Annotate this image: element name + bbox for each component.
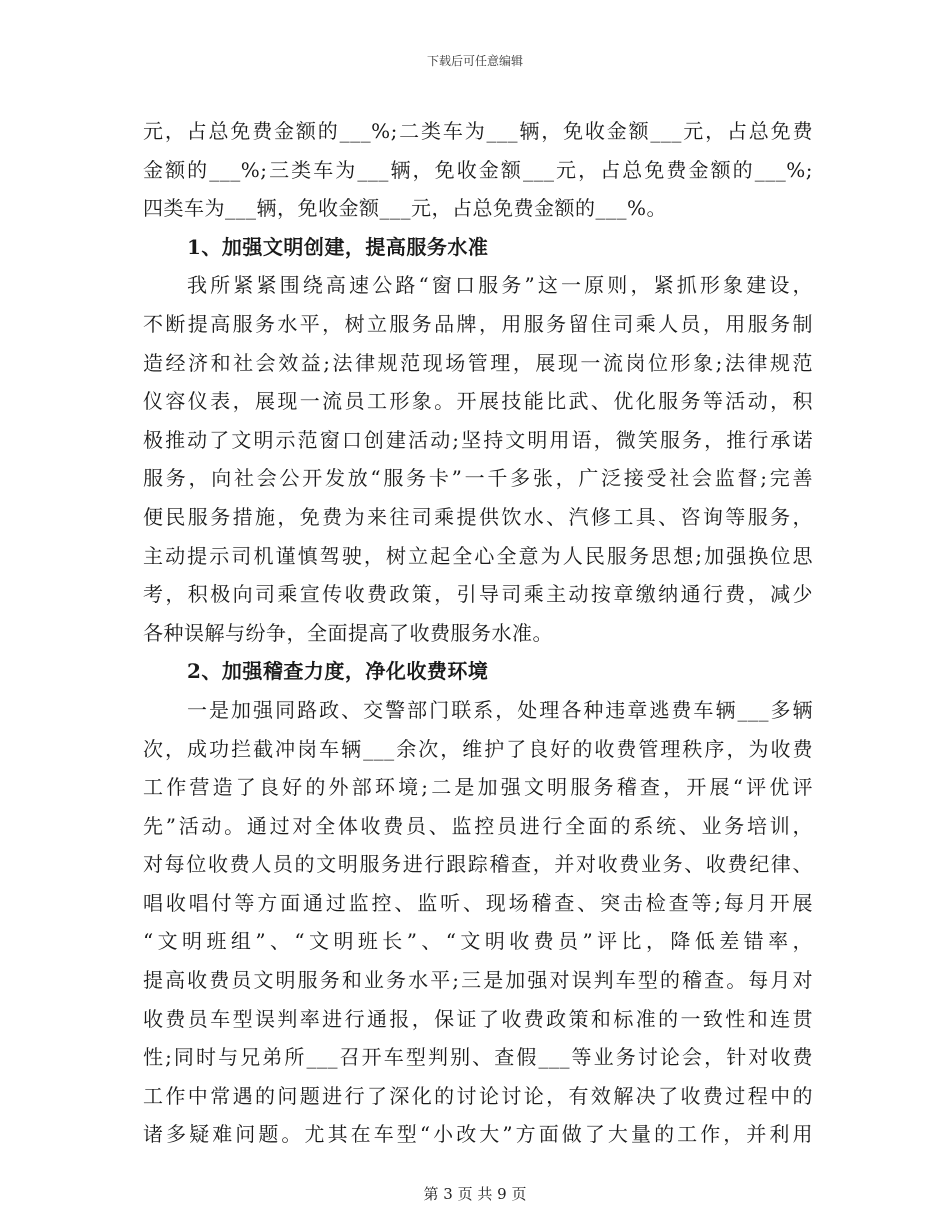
body-line: 金额的___%;三类车为___辆，免收金额___元，占总免费金额的___%;: [143, 157, 813, 182]
body-line: 造经济和社会效益;法律规范现场管理，展现一流岗位形象;法律规范: [143, 350, 813, 375]
body-line: 收费员车型误判率进行通报，保证了收费政策和标准的一致性和连贯: [143, 1006, 813, 1031]
body-line: 工作中常遇的问题进行了深化的讨论讨论，有效解决了收费过程中的: [143, 1083, 813, 1108]
body-line: 四类车为___辆，免收金额___元，占总免费金额的___%。: [143, 196, 668, 221]
body-line: 我所紧紧围绕高速公路“窗口服务”这一原则，紧抓形象建设，: [187, 273, 813, 298]
section-heading-1: 1、加强文明创建，提高服务水准: [187, 234, 489, 259]
body-line: 主动提示司机谨慎驾驶，树立起全心全意为人民服务思想;加强换位思: [143, 543, 813, 568]
body-line: 先”活动。通过对全体收费员、监控员进行全面的系统、业务培训，: [143, 813, 813, 838]
body-line: 仪容仪表，展现一流员工形象。开展技能比武、优化服务等活动，积: [143, 389, 813, 414]
body-line: 工作营造了良好的外部环境;二是加强文明服务稽查，开展“评优评: [143, 775, 813, 800]
body-line: 各种误解与纷争，全面提高了收费服务水准。: [143, 620, 553, 645]
body-line: 考，积极向司乘宣传收费政策，引导司乘主动按章缴纳通行费，减少: [143, 582, 813, 607]
body-line: 一是加强同路政、交警部门联系，处理各种违章逃费车辆___多辆: [187, 697, 813, 722]
body-line: 诸多疑难问题。尤其在车型“小改大”方面做了大量的工作，并利用: [143, 1122, 813, 1147]
page-number-footer: 第 3 页 共 9 页: [423, 1185, 527, 1203]
section-heading-2: 2、加强稽查力度，净化收费环境: [187, 659, 489, 684]
body-line: 次，成功拦截冲岗车辆___余次，维护了良好的收费管理秩序，为收费: [143, 736, 813, 761]
document-body: [143, 112, 813, 1154]
body-line: 不断提高服务水平，树立服务品牌，用服务留住司乘人员，用服务制: [143, 311, 813, 336]
body-line: 极推动了文明示范窗口创建活动;坚持文明用语，微笑服务，推行承诺: [143, 427, 813, 452]
body-line: 提高收费员文明服务和业务水平;三是加强对误判车型的稽查。每月对: [143, 968, 813, 993]
body-line: 服务，向社会公开发放“服务卡”一千多张，广泛接受社会监督;完善: [143, 466, 813, 491]
page-header-note: 下载后可任意编辑: [426, 54, 523, 68]
body-line: 便民服务措施，免费为来往司乘提供饮水、汽修工具、咨询等服务，: [143, 504, 813, 529]
body-line: 性;同时与兄弟所___召开车型判别、查假___等业务讨论会，针对收费: [143, 1045, 813, 1070]
body-line: 唱收唱付等方面通过监控、监听、现场稽查、突击检查等;每月开展: [143, 890, 813, 915]
body-line: 元，占总免费金额的___%;二类车为___辆，免收金额___元，占总免费: [143, 119, 813, 143]
body-line: 对每位收费人员的文明服务进行跟踪稽查，并对收费业务、收费纪律、: [143, 852, 813, 877]
body-line: “文明班组”、“文明班长”、“文明收费员”评比，降低差错率，: [143, 929, 813, 954]
